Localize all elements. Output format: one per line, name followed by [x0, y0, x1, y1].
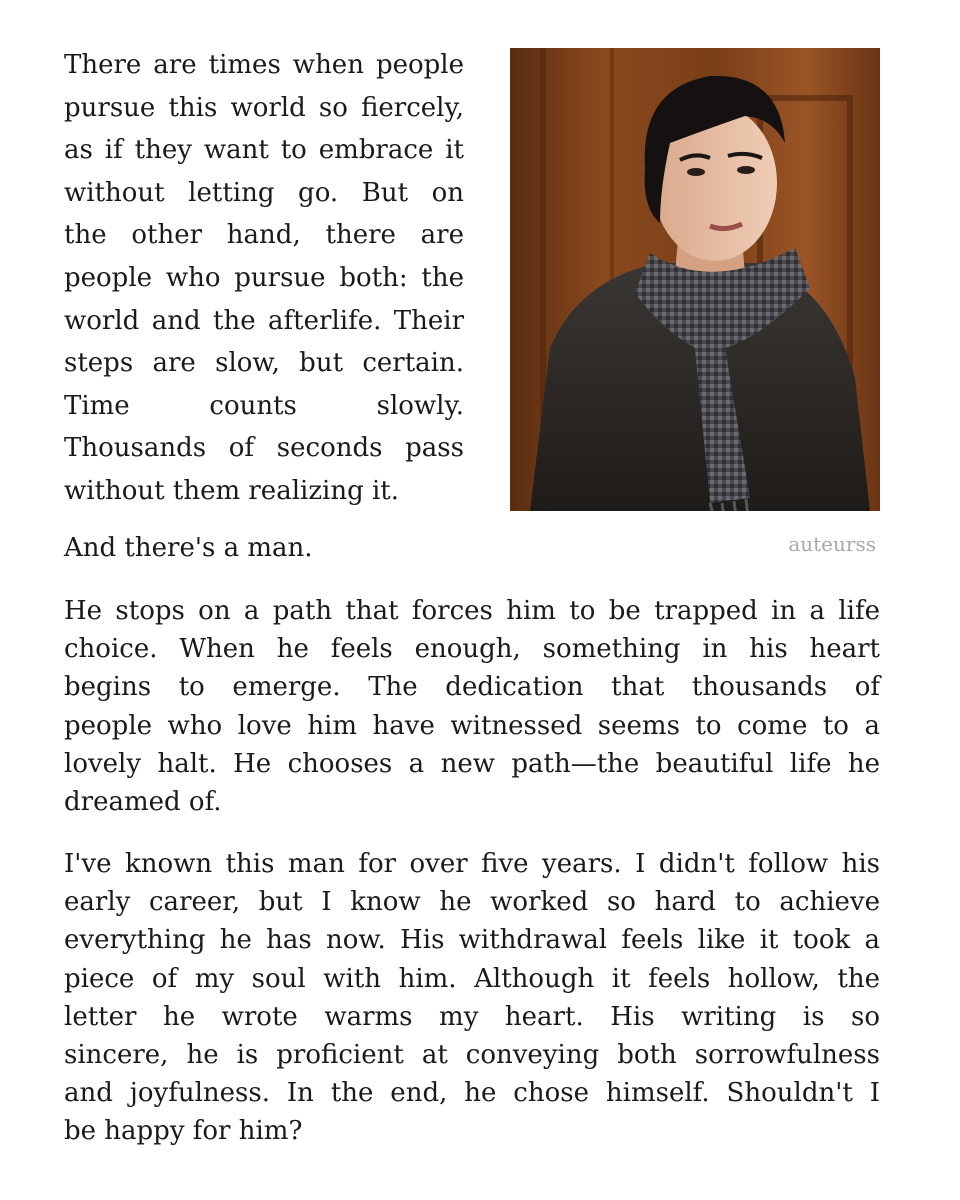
intro-line: Time counts slowly. — [64, 390, 464, 421]
intro-line: There are times when people — [64, 50, 464, 80]
paragraph-line: He stops on a path that forces him to be trapped in a life — [64, 596, 880, 626]
paragraph-line: be happy for him? — [64, 1116, 303, 1147]
photo-credit: auteurss — [788, 532, 876, 556]
paragraph-personal — [64, 845, 880, 1151]
portrait-photo — [510, 48, 880, 511]
intro-line: without them realizing it. — [64, 475, 400, 506]
paragraph-line: piece of my soul with him. Although it feels hollow, the — [64, 963, 880, 994]
lead-sentence: And there's a man. — [64, 533, 313, 563]
intro-line: world and the afterlife. Their — [64, 305, 464, 336]
intro-line: without letting go. But on — [64, 177, 464, 208]
paragraph-line: begins to emerge. The dedication that thousands of — [64, 672, 880, 703]
portrait-illustration — [510, 48, 880, 511]
paragraph-line: sincere, he is proficient at conveying both sorrowfulness — [64, 1040, 880, 1071]
intro-paragraph — [64, 44, 464, 513]
paragraph-line: everything he has now. His withdrawal feels like it took a — [64, 925, 880, 956]
intro-line: Thousands of seconds pass — [64, 433, 464, 464]
paragraph-dedication — [64, 592, 880, 821]
paragraph-line: I've known this man for over five years. I didn't follow his — [64, 849, 880, 879]
paragraph-line: and joyfulness. In the end, he chose himself. Shouldn't I — [64, 1078, 880, 1109]
paragraph-line: early career, but I know he worked so hard to achieve — [64, 887, 880, 918]
intro-line: the other hand, there are — [64, 220, 464, 251]
intro-line: pursue this world so fiercely, — [64, 92, 464, 123]
paragraph-line: dreamed of. — [64, 787, 222, 818]
paragraph-line: choice. When he feels enough, something in his heart — [64, 634, 880, 665]
paragraph-line: people who love him have witnessed seems to come to a — [64, 710, 880, 741]
paragraph-line: lovely halt. He chooses a new path—the beautiful life he — [64, 748, 880, 779]
intro-line: steps are slow, but certain. — [64, 348, 464, 379]
intro-line: people who pursue both: the — [64, 262, 464, 293]
paragraph-line: letter he wrote warms my heart. His writing is so — [64, 1001, 880, 1032]
intro-line: as if they want to embrace it — [64, 135, 464, 166]
